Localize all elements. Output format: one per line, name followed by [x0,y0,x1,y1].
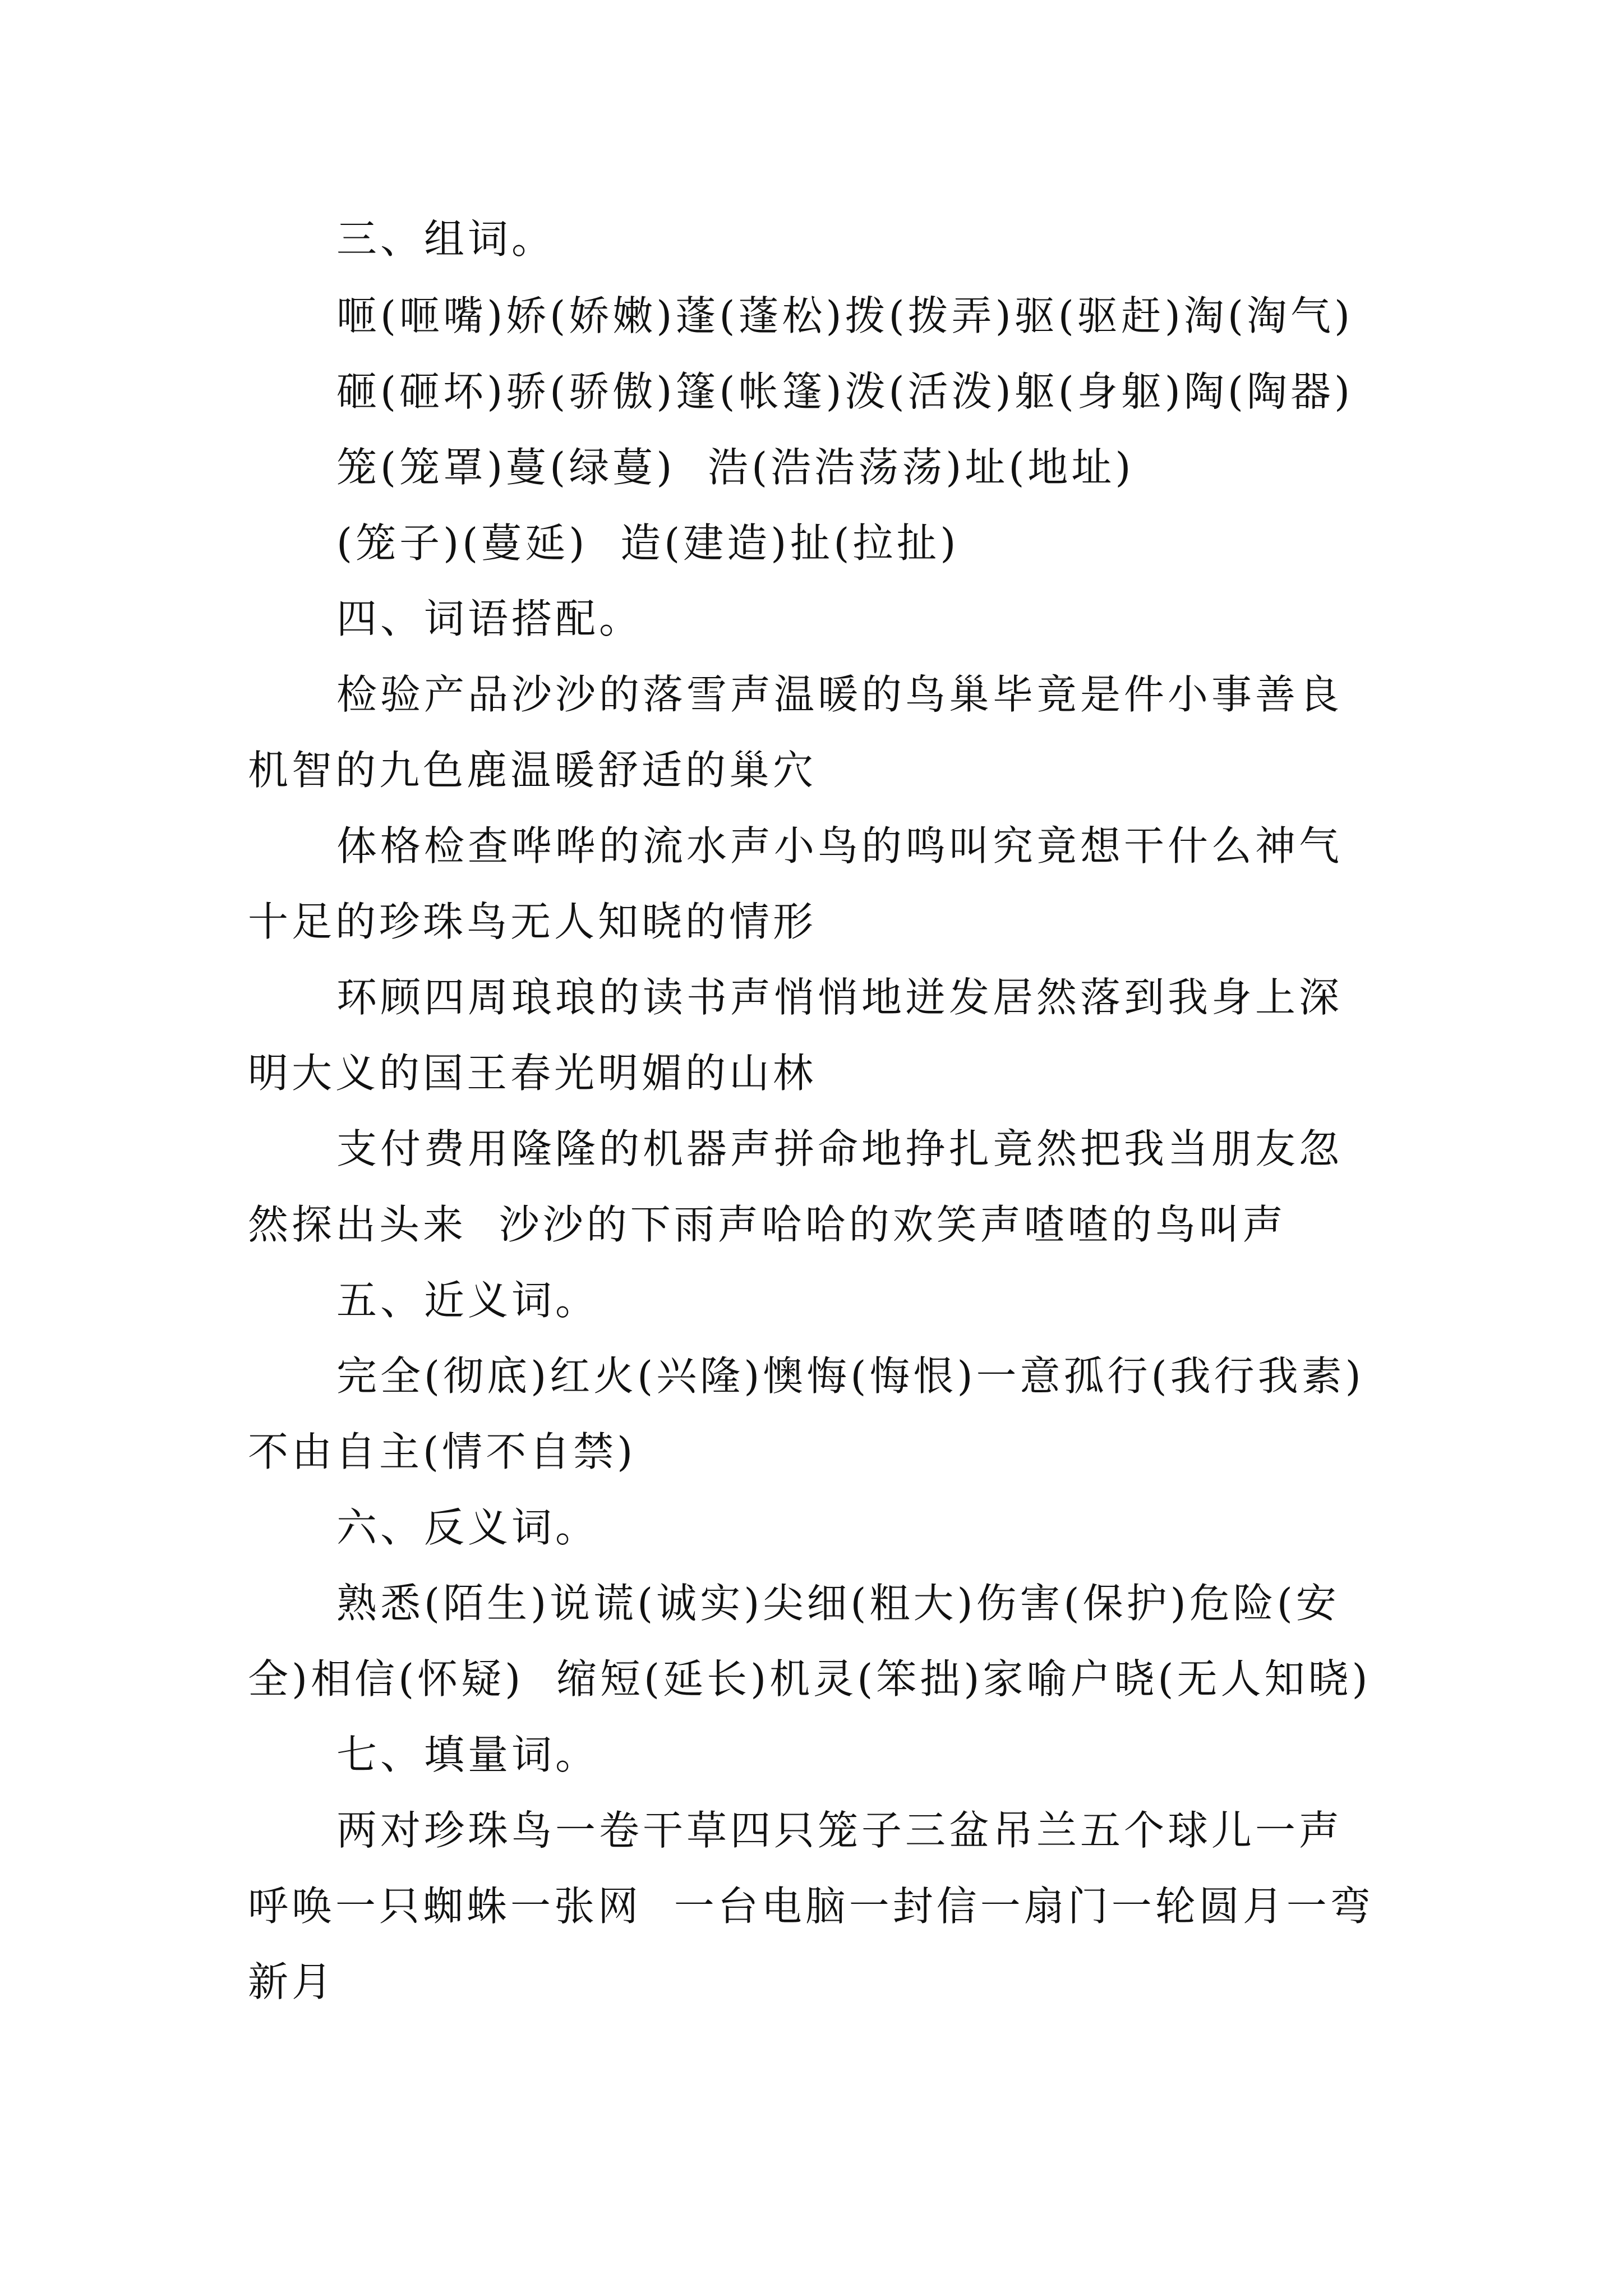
paragraph-line: 环顾四周琅琅的读书声悄悄地迸发居然落到我身上深 [336,974,1343,1021]
paragraph-line: 完全(彻底)红火(兴隆)懊悔(悔恨)一意孤行(我行我素) [336,1352,1364,1400]
paragraph-line: 全)相信(怀疑) 缩短(延长)机灵(笨拙)家喻户晓(无人知晓) [248,1655,1371,1703]
paragraph-line: 熟悉(陌生)说谎(诚实)尖细(粗大)伤害(保护)危险(安 [336,1580,1340,1627]
section-heading: 五、近义词。 [336,1277,600,1324]
paragraph-line: 支付费用隆隆的机器声拼命地挣扎竟然把我当朋友忽 [336,1125,1343,1172]
paragraph-line: 体格检查哗哗的流水声小鸟的鸣叫究竟想干什么神气 [336,822,1343,869]
paragraph-line: 新月 [248,1958,336,2005]
word-group-line: (笼子)(蔓延) 造(建造)扯(拉扯) [336,519,960,567]
word-group-line: 笼(笼罩)蔓(绿蔓) 浩(浩浩荡荡)址(地址) [336,444,1135,491]
paragraph-line: 明大义的国王春光明媚的山林 [248,1050,817,1097]
paragraph-line: 两对珍珠鸟一卷干草四只笼子三盆吊兰五个球儿一声 [336,1807,1343,1854]
paragraph-line: 然探出头来 沙沙的下雨声哈哈的欢笑声喳喳的鸟叫声 [248,1201,1287,1248]
word-group-line: 砸(砸坏)骄(骄傲)篷(帐篷)泼(活泼)躯(身躯)陶(陶器) [336,368,1354,415]
paragraph-line: 检验产品沙沙的落雪声温暖的鸟巢毕竟是件小事善良 [336,671,1343,718]
word-group-line: 咂(咂嘴)娇(娇嫩)蓬(蓬松)拨(拨弄)驱(驱赶)淘(淘气) [336,292,1354,339]
paragraph-line: 不由自主(情不自禁) [248,1428,637,1475]
paragraph-line: 十足的珍珠鸟无人知晓的情形 [248,898,817,945]
section-heading: 六、反义词。 [336,1504,600,1551]
section-heading: 七、填量词。 [336,1731,600,1778]
paragraph-line: 呼唤一只蜘蛛一张网 一台电脑一封信一扇门一轮圆月一弯 [248,1883,1374,1930]
section-heading: 四、词语搭配。 [336,595,643,642]
section-heading: 三、组词。 [336,215,556,263]
paragraph-line: 机智的九色鹿温暖舒适的巢穴 [248,747,817,794]
